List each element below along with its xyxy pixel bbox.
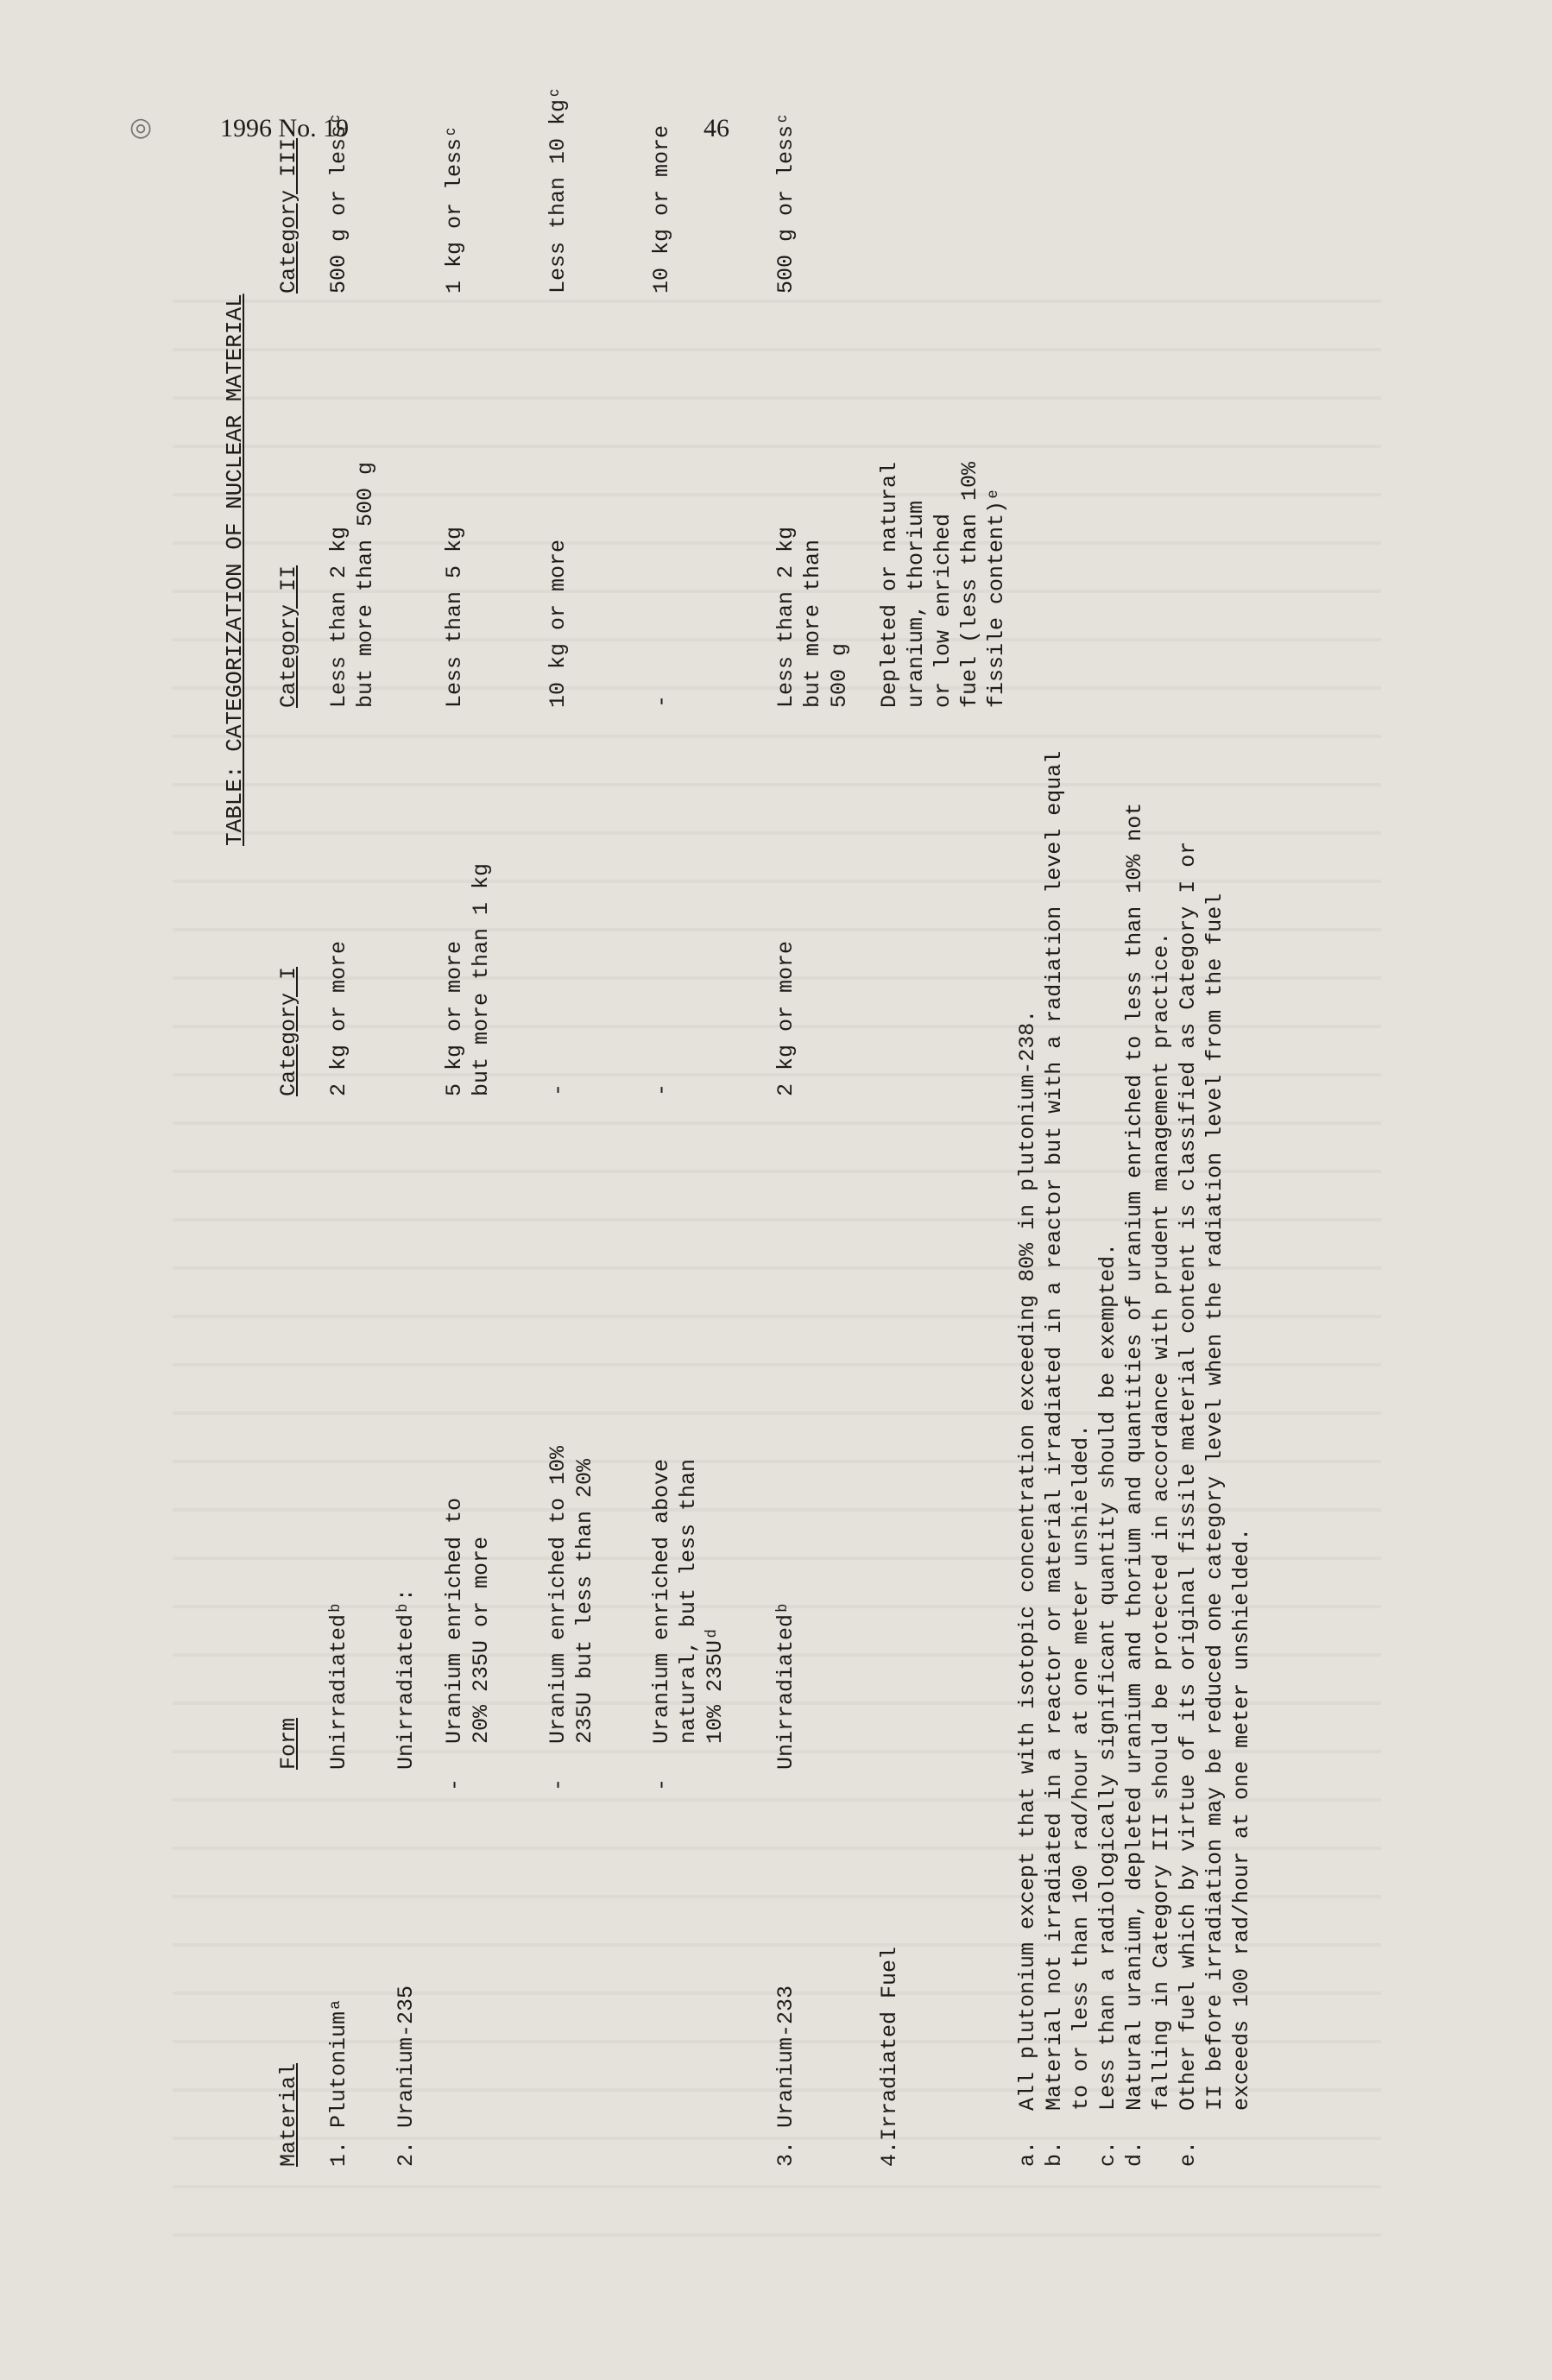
col-header-category-1: Category I bbox=[276, 966, 301, 1096]
table-row-form: Unirradiatedᵇ bbox=[773, 1600, 798, 1770]
table-row-material: 3. Uranium-233 bbox=[773, 1985, 798, 2167]
registration-mark: ◎ bbox=[129, 113, 153, 142]
table-row-material: 2. Uranium-235 bbox=[394, 1985, 419, 2167]
footnote-label: d. bbox=[1122, 2140, 1147, 2167]
col-header-category-3: Category III bbox=[276, 137, 301, 294]
footnote-b: Material not irradiated in a reactor or material irradiated in a reactor but with a radiation level equal to or less than 100 rad/hour at one meter unshielded. bbox=[1042, 750, 1094, 2111]
footnote-label: e. bbox=[1176, 2140, 1201, 2167]
page-number: 46 bbox=[703, 114, 729, 142]
table-row-cat2: Less than 2 kg but more than 500 g bbox=[326, 461, 378, 708]
table-row-cat2: Less than 5 kg bbox=[442, 526, 467, 708]
col-header-category-2: Category II bbox=[276, 565, 301, 708]
table-row-form: Uranium enriched to 20% 235U or more bbox=[442, 1497, 494, 1744]
table-row-material: 1. Plutoniumᵃ bbox=[326, 1998, 351, 2167]
footnote-d: Natural uranium, depleted uranium and thorium and quantities of uranium enriched to less than 10% not falling in Category III should be protected in accordance with prudent management practice. bbox=[1122, 802, 1174, 2111]
footnote-e: Other fuel which by virtue of its original fissile material content is classified as Category I or II before irradiation may be reduced one category level when the radiation level from the fuel exceeds 100 rad/hour at one meter unshielded. bbox=[1176, 841, 1254, 2111]
header-left: 1996 No. 19 bbox=[220, 114, 350, 142]
table-row-cat3: 10 kg or more bbox=[649, 124, 674, 294]
sub-row-dash: - bbox=[442, 1777, 467, 1791]
table-row-cat2: 10 kg or more bbox=[546, 539, 571, 708]
footnote-label: c. bbox=[1095, 2140, 1120, 2167]
footnote-label: a. bbox=[1015, 2140, 1040, 2167]
rotated-table bbox=[220, 0, 1498, 2193]
table-row-cat1: - bbox=[546, 1083, 571, 1096]
table-row-cat3: 500 g or lessᶜ bbox=[326, 111, 351, 294]
table-row-material: 4.Irradiated Fuel bbox=[877, 1946, 902, 2167]
table-row-cat3: 1 kg or lessᶜ bbox=[442, 124, 467, 294]
table-row-cat2: Depleted or natural uranium, thorium or low enriched fuel (less than 10% fissile content)ᵉ bbox=[877, 461, 1009, 708]
table-row-form: Uranium enriched to 10% 235U but less than 20% bbox=[546, 1445, 597, 1744]
table-row-form: Uranium enriched above natural, but less than 10% 235Uᵈ bbox=[649, 1458, 728, 1744]
table-row-form: Unirradiatedᵇ bbox=[326, 1600, 351, 1770]
sub-row-dash: - bbox=[649, 1777, 674, 1791]
table-title: TABLE: CATEGORIZATION OF NUCLEAR MATERIAL bbox=[222, 294, 248, 846]
footnote-c: Less than a radiologically significant quantity should be exempted. bbox=[1095, 1242, 1120, 2111]
footnote-label: b. bbox=[1042, 2140, 1067, 2167]
table-row-cat2: Less than 2 kg but more than 500 g bbox=[773, 526, 852, 708]
col-header-material: Material bbox=[276, 2062, 301, 2167]
table-row-cat1: - bbox=[649, 1083, 674, 1096]
footnote-a: All plutonium except that with isotopic concentration exceeding 80% in plutonium-238. bbox=[1015, 1009, 1040, 2111]
table-row-cat1: 2 kg or more bbox=[773, 940, 798, 1096]
table-row-cat3: 500 g or lessᶜ bbox=[773, 111, 798, 294]
table-row-form: Unirradiatedᵇ: bbox=[394, 1588, 419, 1770]
table-row-cat3: Less than 10 kgᶜ bbox=[546, 85, 571, 294]
col-header-form: Form bbox=[276, 1717, 301, 1770]
table-row-cat1: 5 kg or more but more than 1 kg bbox=[442, 862, 494, 1096]
table-row-cat2: - bbox=[649, 694, 674, 708]
table-row-cat1: 2 kg or more bbox=[326, 940, 351, 1096]
sub-row-dash: - bbox=[546, 1777, 571, 1791]
